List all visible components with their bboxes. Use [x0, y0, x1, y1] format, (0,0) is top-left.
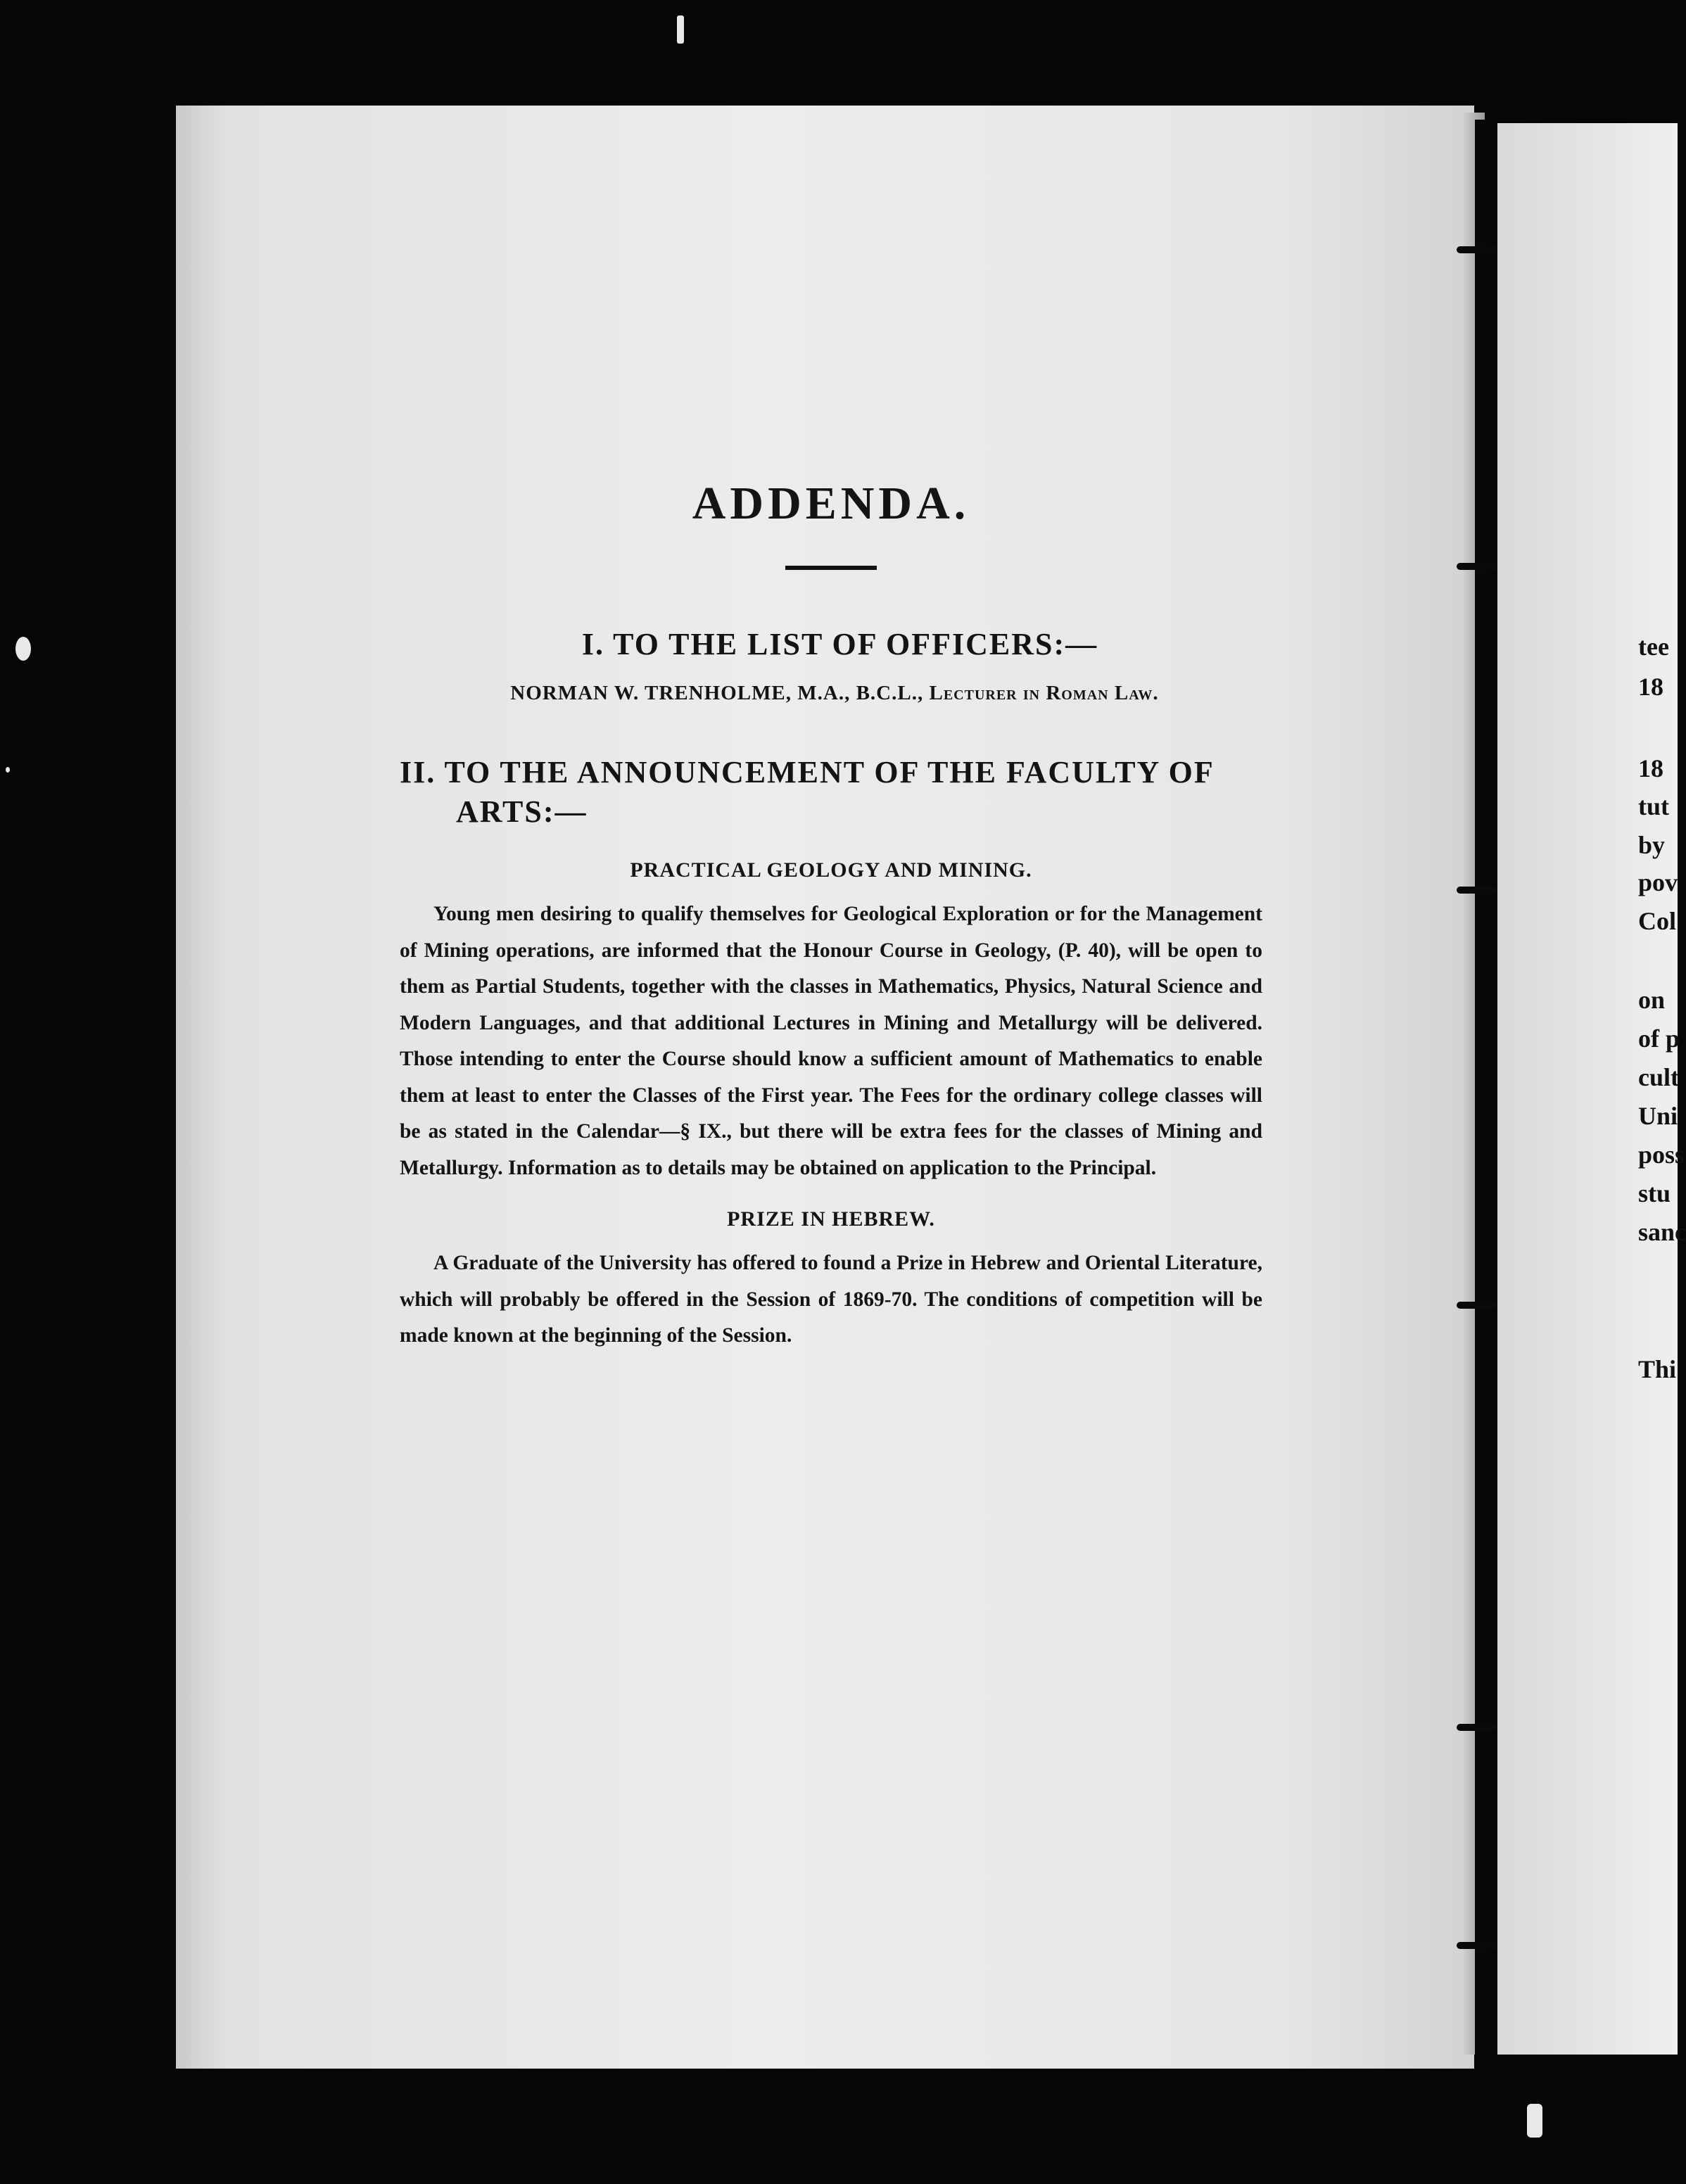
facing-page-fragment: stu: [1638, 1179, 1671, 1207]
facing-page-fragment: tut: [1638, 792, 1669, 820]
facing-page-fragment: 18: [1638, 673, 1663, 701]
page-text: [400, 464, 1262, 1375]
dust-speck: [15, 637, 31, 661]
facing-page-fragment: tee: [1638, 633, 1669, 661]
binding-stitch: [1457, 887, 1500, 894]
facing-page-fragment: 18: [1638, 754, 1663, 782]
facing-page-fragment: Col: [1638, 907, 1676, 935]
binding-stitch: [1457, 1942, 1500, 1949]
binding-stitch: [1457, 246, 1500, 253]
hebrew-heading: PRIZE IN HEBREW.: [727, 1207, 935, 1231]
dust-speck: [1527, 2104, 1542, 2138]
officer-entry: [400, 682, 1262, 705]
book-spine: [1475, 120, 1490, 2083]
facing-page-fragment: pov: [1638, 868, 1678, 896]
title-rule: [785, 566, 877, 570]
page-title: ADDENDA.: [692, 478, 970, 529]
facing-page-fragment: by: [1638, 831, 1666, 859]
section-1-heading: I. TO THE LIST OF OFFICERS:—: [581, 627, 1098, 661]
geology-heading: PRACTICAL GEOLOGY AND MINING.: [630, 858, 1032, 882]
geology-paragraph: Young men desiring to qualify themselves for Geological Exploration or for the Management of Mining operations, are informed that the Honour Course in Geology, (P. 40), will be open to them as Partial Students, together with the classes in Mathematics, Physics, Natural Science and Modern Languages, and that additional Lectures in Mining and Metallurgy will be delivered. Those intending to enter the Course should know a sufficient amount of Mathematics to enable them at least to enter the Classes of the First year. The Fees for the ordinary college classes will be as stated in the Calendar—§ IX., but there will be extra fees for the classes of Mining and Metallurgy. Information as to details may be obtained on application to the Principal.: [400, 903, 1262, 1179]
hebrew-paragraph: A Graduate of the University has offered to found a Prize in Hebrew and Oriental Literature, which will probably be offered in the Session of 1869-70. The conditions of competition will be made known at the beginning of the Session.: [400, 1252, 1262, 1347]
binding-stitch: [1457, 1302, 1500, 1309]
facing-page-fragment: Uni: [1638, 1102, 1678, 1130]
binding-stitch: [1457, 563, 1500, 570]
facing-page-fragment: sanc: [1638, 1218, 1686, 1246]
section-2-heading: II. TO THE ANNOUNCEMENT OF THE FACULTY OF ARTS:—: [400, 755, 1214, 829]
facing-page-fragment: poss: [1638, 1141, 1685, 1169]
dust-speck: [677, 15, 684, 44]
dust-speck: [6, 767, 10, 773]
binding-stitch: [1457, 1724, 1500, 1731]
facing-page-fragment: cult: [1638, 1063, 1679, 1091]
officer-name: NORMAN W. TRENHOLME, M.A., B.C.L.,: [510, 682, 924, 704]
facing-page-fragment: of p: [1638, 1024, 1680, 1053]
facing-page-fragment: on: [1638, 986, 1666, 1014]
officer-role: Lecturer in Roman Law.: [929, 682, 1159, 704]
facing-page-fragment: Thi: [1638, 1355, 1677, 1383]
